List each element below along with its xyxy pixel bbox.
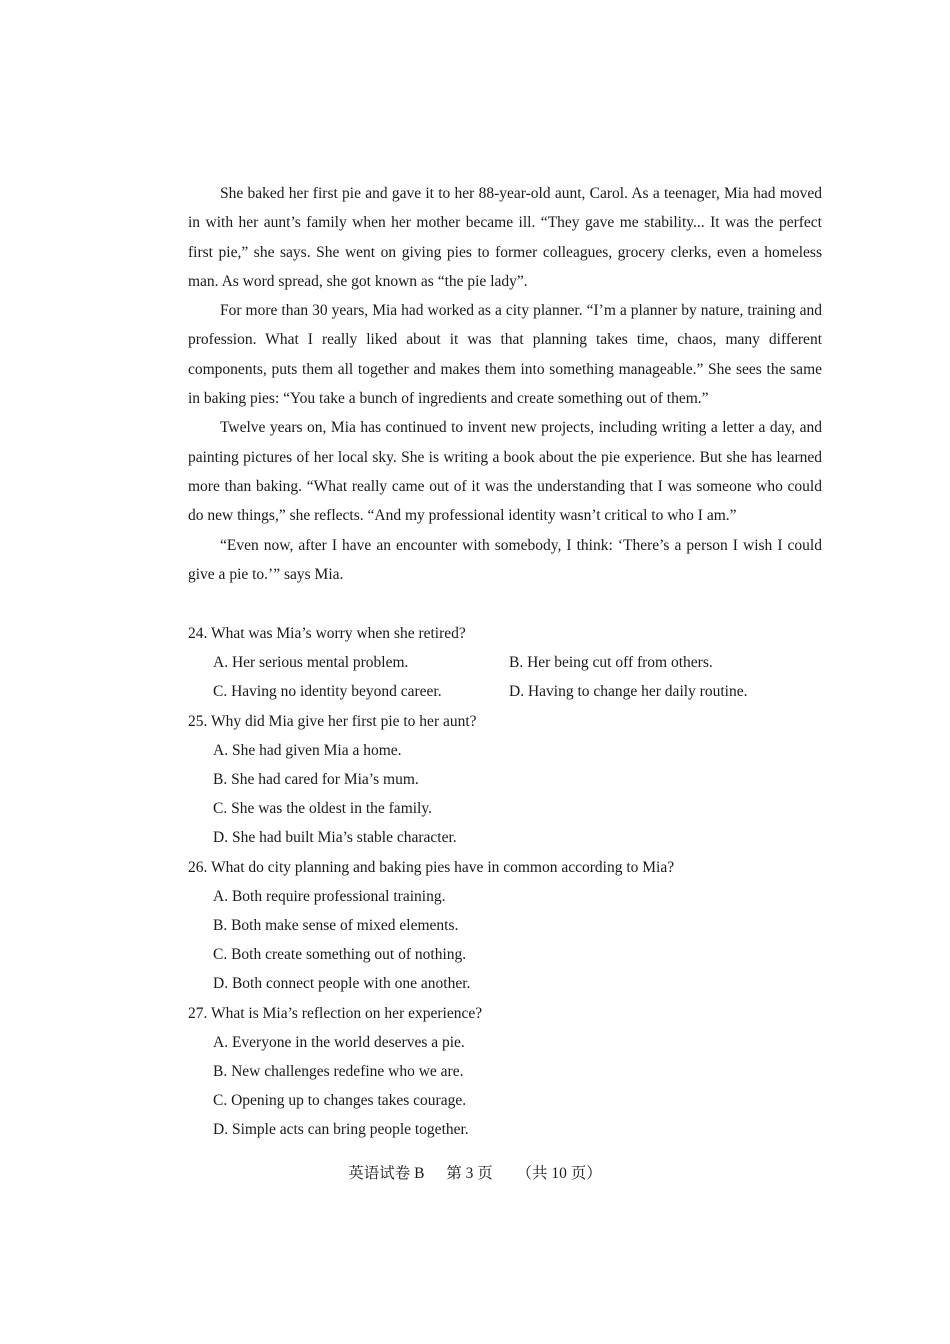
question-stem: 26. What do city planning and baking pies have in common according to Mia?: [188, 858, 675, 876]
option-d: D. Simple acts can bring people together.: [213, 1121, 469, 1139]
page-total: （共 10 页）: [516, 1165, 602, 1182]
option-c: C. Both create something out of nothing.: [213, 946, 467, 964]
page-footer: [0, 1160, 950, 1188]
option-b: B. New challenges redefine who we are.: [213, 1063, 464, 1081]
question-stem: 27. What is Mia’s reflection on her experience?: [188, 1004, 483, 1022]
question-26: [188, 853, 828, 999]
question-24: [188, 619, 828, 707]
option-b: B. Both make sense of mixed elements.: [213, 917, 459, 935]
passage-paragraph: She baked her first pie and gave it to her 88-year-old aunt, Carol. As a teenager, Mia had moved in with her aunt’s family when her mother became ill. “They gave me stability... It was the perfect first pie,” she says. She went on giving pies to former colleagues, grocery clerks, even a homeless man. As word spread, she got known as “the pie lady”.: [188, 185, 822, 290]
question-stem: 24. What was Mia’s worry when she retired?: [188, 625, 466, 642]
page-number: 第 3 页: [446, 1165, 493, 1182]
option-a: A. Both require professional training.: [213, 887, 446, 905]
option-d: D. Both connect people with one another.: [213, 975, 471, 993]
passage-paragraph: “Even now, after I have an encounter with somebody, I think: ‘There’s a person I wish I could give a pie to.’” says Mia.: [188, 536, 822, 583]
option-a: A. She had given Mia a home.: [213, 741, 402, 759]
option-list: [188, 882, 828, 999]
option-a: A. Her serious mental problem.: [213, 654, 409, 672]
question-27: [188, 999, 828, 1145]
reading-passage: [188, 179, 822, 589]
option-b: B. She had cared for Mia’s mum.: [213, 771, 419, 789]
passage-paragraph: Twelve years on, Mia has continued to invent new projects, including writing a letter a day, and painting pictures of her local sky. She is writing a book about the pie experience. But she has learned more than baking. “What really came out of it was the understanding that I was someone who could do new things,” she reflects. “And my professional identity wasn’t critical to who I am.”: [188, 419, 822, 525]
passage-paragraph: For more than 30 years, Mia had worked as a city planner. “I’m a planner by nature, training and profession. What I really liked about it was that planning takes time, chaos, many different components, puts them all together and makes them into something manageable.” She sees the same in baking pies: “You take a bunch of ingredients and create something out of them.”: [188, 302, 822, 408]
option-c: C. She was the oldest in the family.: [213, 800, 432, 818]
question-25: [188, 707, 828, 853]
option-c: C. Opening up to changes takes courage.: [213, 1092, 467, 1110]
option-d: D. Having to change her daily routine.: [509, 683, 748, 701]
option-b: B. Her being cut off from others.: [509, 654, 713, 672]
option-c: C. Having no identity beyond career.: [213, 683, 442, 701]
question-stem: 25. Why did Mia give her first pie to her aunt?: [188, 712, 477, 730]
option-d: D. She had built Mia’s stable character.: [213, 829, 457, 847]
question-list: [188, 619, 828, 1145]
option-list: [188, 648, 828, 706]
paper-label: 英语试卷 B: [348, 1165, 425, 1182]
option-list: [188, 1028, 828, 1145]
option-a: A. Everyone in the world deserves a pie.: [213, 1033, 465, 1051]
option-list: [188, 736, 828, 853]
